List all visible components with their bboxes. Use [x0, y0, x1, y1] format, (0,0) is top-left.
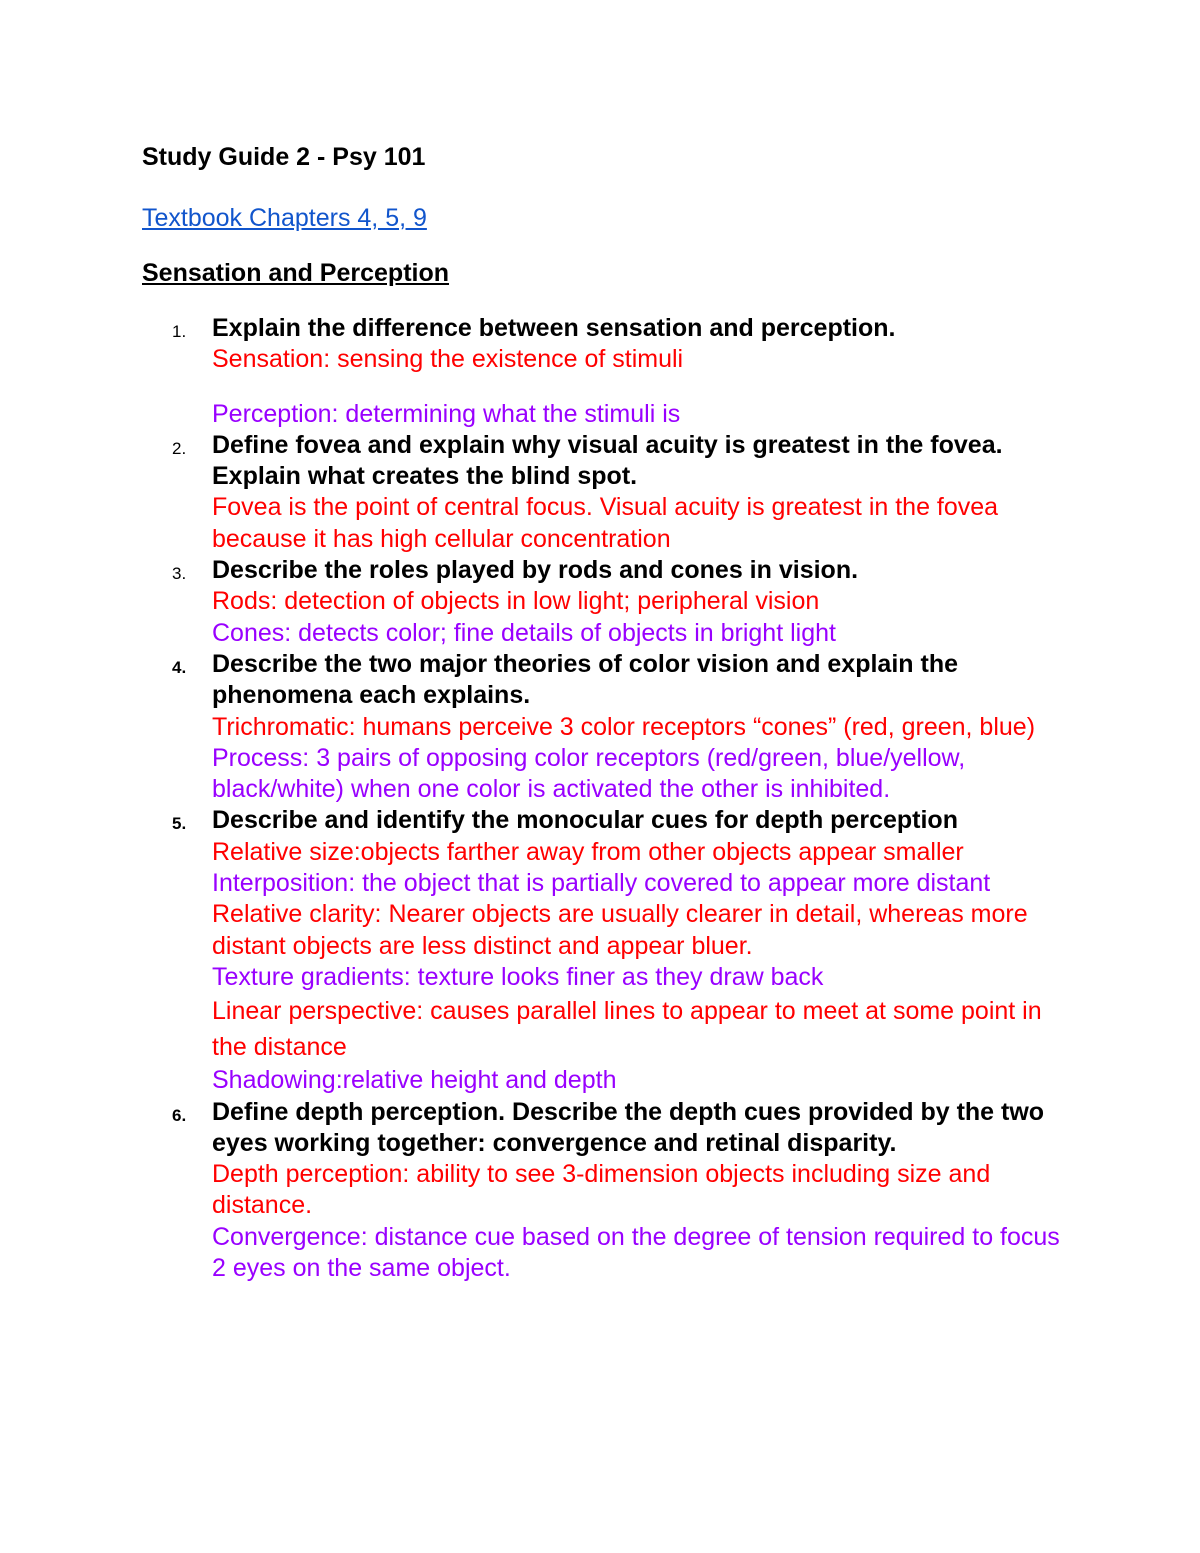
- list-item: [172, 430, 1062, 555]
- answer-text: Cones: detects color; fine details of objects in bright light: [212, 618, 836, 647]
- answer-text: Linear perspective: causes parallel lines to appear to meet at some point in the distance: [212, 997, 1042, 1062]
- item-number: 3.: [172, 564, 187, 584]
- list-item: [172, 1097, 1062, 1285]
- question-text: Describe the roles played by rods and cones in vision.: [212, 556, 859, 585]
- question-text: Describe the two major theories of color vision and explain the phenomena each explains.: [212, 649, 958, 710]
- item-number: 1.: [172, 322, 187, 341]
- textbook-chapters-link[interactable]: Textbook Chapters 4, 5, 9: [142, 204, 427, 232]
- answer-text: Process: 3 pairs of opposing color receptors (red/green, blue/yellow, black/white) when one color is activated the other is inhibited.: [212, 743, 966, 804]
- answer-text: Depth perception: ability to see 3-dimension objects including size and distance.: [212, 1160, 991, 1220]
- item-number: 4.: [172, 657, 187, 677]
- answer-text: Convergence: distance cue based on the degree of tension required to focus 2 eyes on the same object.: [212, 1222, 1060, 1283]
- question-text: Explain the difference between sensation and perception.: [212, 314, 896, 342]
- list-item: [172, 555, 1062, 649]
- answer-text: Rods: detection of objects in low light; peripheral vision: [212, 587, 820, 616]
- section-heading: Sensation and Perception: [142, 259, 450, 287]
- question-list: [172, 313, 1062, 1284]
- list-item: [172, 313, 1062, 430]
- question-text: Define fovea and explain why visual acuity is greatest in the fovea. Explain what creates the blind spot.: [212, 430, 1003, 491]
- list-item: [172, 805, 1062, 1096]
- answer-text: Relative size:objects farther away from other objects appear smaller: [212, 837, 964, 866]
- answer-text: Shadowing:relative height and depth: [212, 1066, 617, 1095]
- answer-text: Fovea is the point of central focus. Visual acuity is greatest in the fovea because it has high cellular concentration: [212, 493, 999, 553]
- answer-text: Texture gradients: texture looks finer as they draw back: [212, 962, 824, 991]
- list-item: [172, 649, 1062, 805]
- document-title: Study Guide 2 - Psy 101: [142, 143, 426, 171]
- answer-text: Relative clarity: Nearer objects are usually clearer in detail, whereas more distant objects are less distinct and appear bluer.: [212, 900, 1028, 960]
- answer-text: Trichromatic: humans perceive 3 color receptors “cones” (red, green, blue): [212, 712, 1036, 741]
- answer-text: Perception: determining what the stimuli is: [212, 399, 681, 428]
- item-number: 5.: [172, 814, 187, 834]
- question-text: Describe and identify the monocular cues for depth perception: [212, 806, 958, 835]
- question-text: Define depth perception. Describe the depth cues provided by the two eyes working together: convergence and retinal disparity.: [212, 1097, 1045, 1157]
- answer-text: Sensation: sensing the existence of stimuli: [212, 345, 684, 374]
- item-number: 6.: [172, 1105, 187, 1125]
- answer-text: Interposition: the object that is partially covered to appear more distant: [212, 869, 991, 898]
- item-number: 2.: [172, 438, 187, 458]
- blank-line: [212, 376, 1062, 399]
